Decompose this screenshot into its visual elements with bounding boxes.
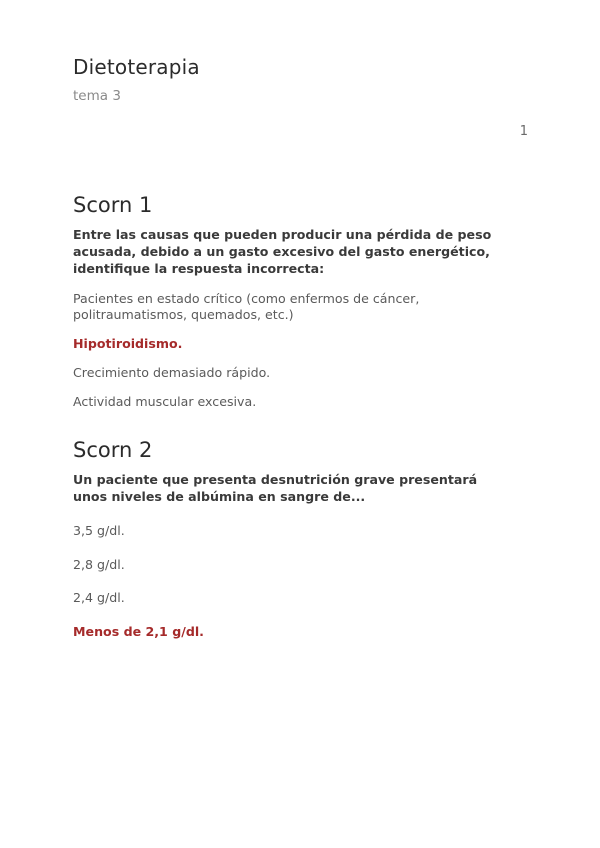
- answer-option: Pacientes en estado crítico (como enfermos de cáncer, politraumatismos, quemados, etc.): [73, 291, 420, 322]
- document-subtitle: tema 3: [73, 88, 121, 104]
- question-section-2: [73, 437, 513, 657]
- section-heading: Scorn 1: [73, 193, 153, 217]
- section-heading: Scorn 2: [73, 438, 153, 462]
- answer-option: 2,4 g/dl.: [73, 590, 125, 605]
- answer-option-correct: Menos de 2,1 g/dl.: [73, 623, 204, 639]
- answer-option: Crecimiento demasiado rápido.: [73, 365, 271, 380]
- page-number: 1: [519, 124, 528, 139]
- answer-option: 3,5 g/dl.: [73, 523, 125, 538]
- answer-option: 2,8 g/dl.: [73, 556, 125, 572]
- question-text: Entre las causas que pueden producir una pérdida de peso acusada, debido a un gasto excesivo del gasto energético, identifique la respuesta incorrecta:: [73, 227, 492, 276]
- question-text: Un paciente que presenta desnutrición grave presentará unos niveles de albúmina en sangre de...: [73, 472, 478, 504]
- document-title: Dietoterapia: [73, 55, 200, 79]
- answer-option-correct: Hipotiroidismo.: [73, 336, 183, 351]
- answer-option: Actividad muscular excesiva.: [73, 394, 257, 409]
- question-section-1: [73, 192, 513, 423]
